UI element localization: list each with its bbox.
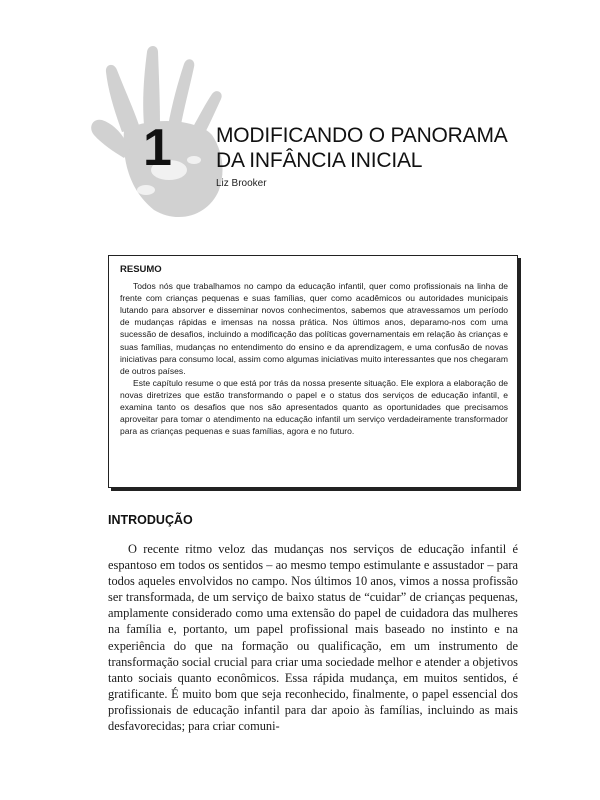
chapter-title-line-1: MODIFICANDO O PANORAMA	[216, 124, 508, 147]
abstract-paragraph-2: Este capítulo resume o que está por trás da nossa presente situação. Ele explora a elaboração de novas diretrizes que estão transformando o papel e o status dos serviços de educação infantil, e examina tanto os desafios que nos são apresentados quanto as oportunidades que precisamos aproveitar para tomar o atendimento na educação infantil um serviço verdadeiramente transformador para as crianças pequenas e suas famílias, agora e no futuro.	[120, 377, 508, 437]
abstract-heading: RESUMO	[120, 264, 162, 275]
chapter-title	[216, 123, 508, 173]
chapter-number: 1	[143, 119, 172, 177]
author-name: Liz Brooker	[216, 178, 267, 189]
abstract-paragraph-1: Todos nós que trabalhamos no campo da educação infantil, quer como profissionais na linha de frente com crianças pequenas e suas famílias, quer como acadêmicos ou autoridades municipais lutando para absorver e disseminar novos conhecimentos, sabemos que atravessamos um período de mudanças rápidas e imensas na nossa prática. Nos últimos anos, deparamo-nos com uma sucessão de desafios, incluindo a modificação das políticas governamentais em relação às crianças e suas famílias, mudanças no entendimento do ensino e da aprendizagem, e uma confusão de novas iniciativas para consumo local, assim como algumas iniciativas muito interessantes que nos chegaram de outros países.	[120, 281, 508, 376]
chapter-title-line-2: DA INFÂNCIA INICIAL	[216, 149, 423, 172]
introduction-heading: INTRODUÇÃO	[108, 513, 193, 527]
abstract-box	[108, 255, 518, 488]
introduction-paragraph: O recente ritmo veloz das mudanças nos serviços de educação infantil é espantoso em todos os sentidos – ao mesmo tempo estimulante e assustador – para todos aqueles envolvidos no campo. Nos últimos 10 anos, vimos a nossa profissão ser transformada, de um serviço de baixo status de “cuidar” de crianças pequenas, amplamente considerado como uma extensão do papel de cuidadora das mulheres na família e, portanto, um papel profissional mais baseado no instinto e na experiência do que na formação ou qualificação, em um instrumento de transformação social crucial para criar uma sociedade melhor e atender a objetivos tanto sociais quanto econômicos. Essa rápida mudança, em muitos sentidos, é gratificante. É muito bom que seja reconhecido, finalmente, o papel essencial dos profissionais de educação infantil para dar apoio às famílias, incluindo as mais desfavorecidas; para criar comuni-	[108, 542, 518, 734]
introduction-body	[108, 541, 518, 734]
